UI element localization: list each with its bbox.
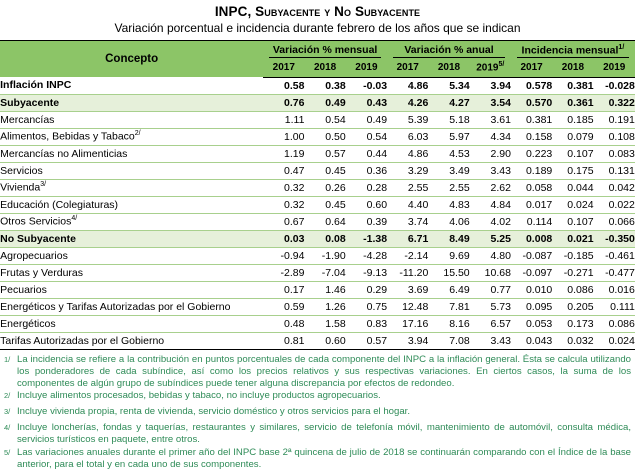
group-label-incidencia-mensual: Incidencia mensual bbox=[522, 44, 619, 56]
table-cell-value: 0.45 bbox=[304, 196, 345, 213]
table-cell-value: 0.570 bbox=[511, 94, 552, 111]
table-cell-value: 0.016 bbox=[594, 281, 635, 298]
table-cell-value: 8.16 bbox=[428, 315, 469, 332]
table-row bbox=[0, 281, 635, 298]
row-concept-label bbox=[0, 315, 263, 332]
table-cell-value: 3.54 bbox=[470, 94, 511, 111]
table-cell-value: 3.43 bbox=[470, 332, 511, 349]
table-cell-value: 0.60 bbox=[304, 332, 345, 349]
table-cell-value: 0.48 bbox=[263, 315, 304, 332]
table-cell-value: 0.76 bbox=[263, 94, 304, 111]
table-cell-value: 5.18 bbox=[428, 111, 469, 128]
year-header-anual-2019 bbox=[470, 59, 511, 77]
table-cell-value: -0.03 bbox=[346, 77, 387, 94]
page-subtitle: Variación porcentual e incidencia durante febrero de los años que se indican bbox=[0, 20, 635, 36]
table-cell-value: 4.84 bbox=[470, 196, 511, 213]
footnote-text: La incidencia se refiere a la contribución en puntos porcentuales de cada componente del INPC a la inflación general. Ésta se calcula utilizando los ponderadores de cada subíndice, así como los precios relativos y sus respectivas variaciones. En ciertos casos, la suma de los componentes de algún grupo de subíndices puede tener alguna discrepancia por efectos de redondeo. bbox=[17, 354, 631, 391]
row-concept-label bbox=[0, 145, 263, 162]
concept-text: Tarifas Autorizadas por el Gobierno bbox=[0, 335, 164, 347]
table-cell-value: -9.13 bbox=[346, 264, 387, 281]
footnote-marker-5: 5/ bbox=[499, 61, 505, 68]
table-cell-value: 0.086 bbox=[552, 281, 593, 298]
table-cell-value: 4.86 bbox=[387, 77, 428, 94]
table-cell-value: 0.043 bbox=[511, 332, 552, 349]
inpc-table bbox=[0, 40, 635, 350]
year-header-anual-2018: 2018 bbox=[428, 59, 469, 77]
table-cell-value: 0.32 bbox=[263, 196, 304, 213]
table-cell-value: 0.008 bbox=[511, 230, 552, 247]
table-cell-value: 4.53 bbox=[428, 145, 469, 162]
footnote-marker: 4/ bbox=[71, 215, 77, 222]
table-cell-value: 0.107 bbox=[552, 213, 593, 230]
table-row bbox=[0, 145, 635, 162]
footnote-mark-text: 4/ bbox=[4, 423, 10, 432]
table-cell-value: 0.49 bbox=[304, 94, 345, 111]
footnote-mark-text: 1/ bbox=[4, 355, 10, 364]
table-cell-value: 2.90 bbox=[470, 145, 511, 162]
table-cell-value: 0.381 bbox=[552, 77, 593, 94]
table-row bbox=[0, 315, 635, 332]
row-concept-label bbox=[0, 94, 263, 111]
table-header bbox=[0, 41, 635, 78]
row-concept-label bbox=[0, 128, 263, 145]
table-cell-value: 0.81 bbox=[263, 332, 304, 349]
table-cell-value: 0.131 bbox=[594, 162, 635, 179]
year-header-incidencia-2017: 2017 bbox=[511, 59, 552, 77]
concept-text: Subyacente bbox=[0, 97, 59, 109]
table-cell-value: 0.361 bbox=[552, 94, 593, 111]
table-cell-value: 0.185 bbox=[552, 111, 593, 128]
table-cell-value: 0.32 bbox=[263, 179, 304, 196]
table-cell-value: -2.89 bbox=[263, 264, 304, 281]
table-cell-value: 0.83 bbox=[346, 315, 387, 332]
table-cell-value: 0.08 bbox=[304, 230, 345, 247]
group-label-variacion-anual: Variación % anual bbox=[404, 44, 493, 56]
table-row bbox=[0, 162, 635, 179]
table-cell-value: 0.158 bbox=[511, 128, 552, 145]
footnote-text: Las variaciones anuales durante el primer año del INPC base 2ª quincena de julio de 2018 se continuarán comparando con el Índice de la base anterior, para el total y en cada uno de sus componentes. bbox=[17, 447, 631, 471]
year-header-anual-2017: 2017 bbox=[387, 59, 428, 77]
table-cell-value: -7.04 bbox=[304, 264, 345, 281]
table-cell-value: 0.45 bbox=[304, 162, 345, 179]
table-cell-value: 7.81 bbox=[428, 298, 469, 315]
table-cell-value: -0.350 bbox=[594, 230, 635, 247]
table-cell-value: 4.40 bbox=[387, 196, 428, 213]
table-cell-value: 5.25 bbox=[470, 230, 511, 247]
table-cell-value: 1.19 bbox=[263, 145, 304, 162]
footnote-mark bbox=[4, 390, 17, 406]
row-concept-label bbox=[0, 179, 263, 196]
table-cell-value: 0.28 bbox=[346, 179, 387, 196]
concept-text: Educación (Colegiaturas) bbox=[0, 199, 118, 211]
table-cell-value: -1.90 bbox=[304, 247, 345, 264]
concept-text: Pecuarios bbox=[0, 284, 47, 296]
year-header-incidencia-2019: 2019 bbox=[594, 59, 635, 77]
table-cell-value: 4.02 bbox=[470, 213, 511, 230]
table-cell-value: -0.087 bbox=[511, 247, 552, 264]
table-cell-value: 4.34 bbox=[470, 128, 511, 145]
table-cell-value: 0.111 bbox=[594, 298, 635, 315]
year-header-mensual-2018: 2018 bbox=[304, 59, 345, 77]
footnote-text: Incluye vivienda propia, renta de vivienda, servicio doméstico y otros servicios para el hogar. bbox=[17, 406, 631, 418]
table-cell-value: 0.578 bbox=[511, 77, 552, 94]
table-cell-value: 4.06 bbox=[428, 213, 469, 230]
concept-text: Otros Servicios bbox=[0, 216, 71, 228]
footnote-marker-1: 1/ bbox=[618, 44, 624, 51]
table-cell-value: 0.086 bbox=[594, 315, 635, 332]
table-cell-value: 12.48 bbox=[387, 298, 428, 315]
table-row bbox=[0, 77, 635, 94]
table-cell-value: 0.191 bbox=[594, 111, 635, 128]
table-cell-value: 10.68 bbox=[470, 264, 511, 281]
page-title: INPC, Subyacente y No Subyacente bbox=[0, 4, 635, 20]
table-cell-value: 0.044 bbox=[552, 179, 593, 196]
table-row bbox=[0, 332, 635, 349]
table-cell-value: 3.94 bbox=[470, 77, 511, 94]
concept-text: Mercancías no Alimenticias bbox=[0, 148, 127, 160]
table-cell-value: 5.34 bbox=[428, 77, 469, 94]
table-cell-value: 4.27 bbox=[428, 94, 469, 111]
table-cell-value: 0.47 bbox=[263, 162, 304, 179]
table-cell-value: 0.010 bbox=[511, 281, 552, 298]
row-concept-label bbox=[0, 162, 263, 179]
column-header-concepto: Concepto bbox=[0, 41, 263, 78]
concept-text: Energéticos y Tarifas Autorizadas por el Gobierno bbox=[0, 301, 230, 313]
table-cell-value: 6.49 bbox=[428, 281, 469, 298]
table-row bbox=[0, 230, 635, 247]
table-row bbox=[0, 179, 635, 196]
concept-text: Inflación INPC bbox=[0, 79, 71, 91]
table-cell-value: 1.58 bbox=[304, 315, 345, 332]
table-cell-value: -2.14 bbox=[387, 247, 428, 264]
footnote-marker: 3/ bbox=[40, 181, 46, 188]
table-cell-value: 0.17 bbox=[263, 281, 304, 298]
table-row bbox=[0, 94, 635, 111]
table-cell-value: 0.36 bbox=[346, 162, 387, 179]
table-cell-value: 6.57 bbox=[470, 315, 511, 332]
footnote-text: Incluye loncherías, fondas y taquerías, restaurantes y similares, servicio de telefonía móvil, mantenimiento de automóvil, consulta médica, servicios turísticos en paquete, entre otros. bbox=[17, 422, 631, 447]
table-cell-value: 17.16 bbox=[387, 315, 428, 332]
table-cell-value: -1.38 bbox=[346, 230, 387, 247]
footnote-text: Incluye alimentos procesados, bebidas y tabaco, no incluye productos agropecuarios. bbox=[17, 390, 631, 402]
footnote-mark-text: 3/ bbox=[4, 407, 10, 416]
table-cell-value: 0.223 bbox=[511, 145, 552, 162]
table-cell-value: 1.26 bbox=[304, 298, 345, 315]
table-cell-value: 0.322 bbox=[594, 94, 635, 111]
table-cell-value: 0.64 bbox=[304, 213, 345, 230]
table-row bbox=[0, 264, 635, 281]
footnotes bbox=[4, 354, 631, 471]
table-cell-value: 4.26 bbox=[387, 94, 428, 111]
column-group-incidencia-mensual bbox=[511, 41, 635, 60]
group-label-variacion-mensual: Variación % mensual bbox=[273, 44, 377, 56]
footnote-marker: 2/ bbox=[135, 130, 141, 137]
table-cell-value: 3.61 bbox=[470, 111, 511, 128]
table-cell-value: -11.20 bbox=[387, 264, 428, 281]
table-cell-value: 0.44 bbox=[346, 145, 387, 162]
table-body bbox=[0, 77, 635, 349]
footnote-item bbox=[4, 354, 631, 391]
table-cell-value: 0.26 bbox=[304, 179, 345, 196]
table-cell-value: 0.39 bbox=[346, 213, 387, 230]
footnote-item bbox=[4, 406, 631, 422]
table-cell-value: 3.29 bbox=[387, 162, 428, 179]
table-cell-value: 15.50 bbox=[428, 264, 469, 281]
header-group-row bbox=[0, 41, 635, 60]
table-cell-value: 0.75 bbox=[346, 298, 387, 315]
table-cell-value: 0.173 bbox=[552, 315, 593, 332]
table-cell-value: -0.185 bbox=[552, 247, 593, 264]
table-cell-value: 3.74 bbox=[387, 213, 428, 230]
table-cell-value: -4.28 bbox=[346, 247, 387, 264]
footnote-mark bbox=[4, 406, 17, 422]
footnote-mark-text: 2/ bbox=[4, 391, 10, 400]
table-cell-value: -0.028 bbox=[594, 77, 635, 94]
row-concept-label bbox=[0, 247, 263, 264]
concept-text: Mercancías bbox=[0, 114, 54, 126]
table-cell-value: 0.54 bbox=[304, 111, 345, 128]
footnote-mark-text: 5/ bbox=[4, 448, 10, 457]
table-row bbox=[0, 247, 635, 264]
table-cell-value: 4.83 bbox=[428, 196, 469, 213]
table-cell-value: 0.50 bbox=[304, 128, 345, 145]
table-cell-value: 0.024 bbox=[552, 196, 593, 213]
concept-text: Alimentos, Bebidas y Tabaco bbox=[0, 131, 135, 143]
table-cell-value: 5.39 bbox=[387, 111, 428, 128]
year-header-incidencia-2018: 2018 bbox=[552, 59, 593, 77]
table-cell-value: 0.108 bbox=[594, 128, 635, 145]
footnote-mark bbox=[4, 422, 17, 438]
table-cell-value: 0.57 bbox=[304, 145, 345, 162]
footnote-item bbox=[4, 447, 631, 471]
table-cell-value: -0.477 bbox=[594, 264, 635, 281]
table-cell-value: 1.00 bbox=[263, 128, 304, 145]
table-cell-value: 0.032 bbox=[552, 332, 593, 349]
table-cell-value: 0.066 bbox=[594, 213, 635, 230]
row-concept-label bbox=[0, 77, 263, 94]
footnote-mark bbox=[4, 447, 17, 463]
table-cell-value: 7.08 bbox=[428, 332, 469, 349]
table-cell-value: 0.38 bbox=[304, 77, 345, 94]
table-cell-value: 0.189 bbox=[511, 162, 552, 179]
concept-text: No Subyacente bbox=[0, 233, 76, 245]
table-cell-value: 9.69 bbox=[428, 247, 469, 264]
title-block bbox=[0, 0, 635, 36]
year-header-mensual-2019: 2019 bbox=[346, 59, 387, 77]
table-cell-value: 0.083 bbox=[594, 145, 635, 162]
table-cell-value: -0.271 bbox=[552, 264, 593, 281]
table-cell-value: 0.021 bbox=[552, 230, 593, 247]
footnote-mark bbox=[4, 354, 17, 370]
table-cell-value: 5.97 bbox=[428, 128, 469, 145]
table-cell-value: 0.022 bbox=[594, 196, 635, 213]
row-concept-label bbox=[0, 230, 263, 247]
table-cell-value: 1.11 bbox=[263, 111, 304, 128]
table-cell-value: 4.86 bbox=[387, 145, 428, 162]
table-cell-value: 0.042 bbox=[594, 179, 635, 196]
row-concept-label bbox=[0, 281, 263, 298]
table-cell-value: 2.55 bbox=[428, 179, 469, 196]
table-row bbox=[0, 213, 635, 230]
table-cell-value: 2.62 bbox=[470, 179, 511, 196]
table-cell-value: 0.114 bbox=[511, 213, 552, 230]
table-row bbox=[0, 196, 635, 213]
table-cell-value: 6.03 bbox=[387, 128, 428, 145]
year-header-mensual-2017: 2017 bbox=[263, 59, 304, 77]
table-cell-value: 0.017 bbox=[511, 196, 552, 213]
footnote-item bbox=[4, 390, 631, 406]
table-cell-value: 0.175 bbox=[552, 162, 593, 179]
table-cell-value: -0.461 bbox=[594, 247, 635, 264]
table-cell-value: 1.46 bbox=[304, 281, 345, 298]
concept-text: Agropecuarios bbox=[0, 250, 68, 262]
year-header-anual-2019-label: 2019 bbox=[476, 63, 498, 74]
table-cell-value: 0.03 bbox=[263, 230, 304, 247]
table-cell-value: 2.55 bbox=[387, 179, 428, 196]
column-group-variacion-mensual bbox=[263, 41, 387, 60]
concept-text: Frutas y Verduras bbox=[0, 267, 83, 279]
table-cell-value: 0.095 bbox=[511, 298, 552, 315]
table-cell-value: 0.205 bbox=[552, 298, 593, 315]
column-group-variacion-anual bbox=[387, 41, 511, 60]
table-cell-value: 6.71 bbox=[387, 230, 428, 247]
table-cell-value: -0.097 bbox=[511, 264, 552, 281]
row-concept-label bbox=[0, 298, 263, 315]
table-cell-value: 0.058 bbox=[511, 179, 552, 196]
row-concept-label bbox=[0, 332, 263, 349]
table-cell-value: 0.29 bbox=[346, 281, 387, 298]
table-row bbox=[0, 111, 635, 128]
row-concept-label bbox=[0, 196, 263, 213]
table-cell-value: 3.69 bbox=[387, 281, 428, 298]
table-cell-value: 0.024 bbox=[594, 332, 635, 349]
table-row bbox=[0, 298, 635, 315]
footnote-item bbox=[4, 422, 631, 447]
row-concept-label bbox=[0, 111, 263, 128]
table-cell-value: 0.49 bbox=[346, 111, 387, 128]
table-row bbox=[0, 128, 635, 145]
table-cell-value: 3.43 bbox=[470, 162, 511, 179]
row-concept-label bbox=[0, 213, 263, 230]
table-cell-value: 5.73 bbox=[470, 298, 511, 315]
table-cell-value: -0.94 bbox=[263, 247, 304, 264]
table-cell-value: 0.079 bbox=[552, 128, 593, 145]
table-cell-value: 0.107 bbox=[552, 145, 593, 162]
concept-text: Energéticos bbox=[0, 318, 55, 330]
concept-text: Vivienda bbox=[0, 182, 40, 194]
table-cell-value: 0.58 bbox=[263, 77, 304, 94]
table-cell-value: 0.54 bbox=[346, 128, 387, 145]
table-cell-value: 0.60 bbox=[346, 196, 387, 213]
table-cell-value: 4.80 bbox=[470, 247, 511, 264]
table-cell-value: 8.49 bbox=[428, 230, 469, 247]
table-cell-value: 0.67 bbox=[263, 213, 304, 230]
table-cell-value: 0.77 bbox=[470, 281, 511, 298]
table-cell-value: 0.053 bbox=[511, 315, 552, 332]
row-concept-label bbox=[0, 264, 263, 281]
concept-text: Servicios bbox=[0, 165, 43, 177]
table-cell-value: 0.59 bbox=[263, 298, 304, 315]
table-cell-value: 0.381 bbox=[511, 111, 552, 128]
table-cell-value: 3.94 bbox=[387, 332, 428, 349]
table-cell-value: 0.57 bbox=[346, 332, 387, 349]
table-cell-value: 3.49 bbox=[428, 162, 469, 179]
table-cell-value: 0.43 bbox=[346, 94, 387, 111]
